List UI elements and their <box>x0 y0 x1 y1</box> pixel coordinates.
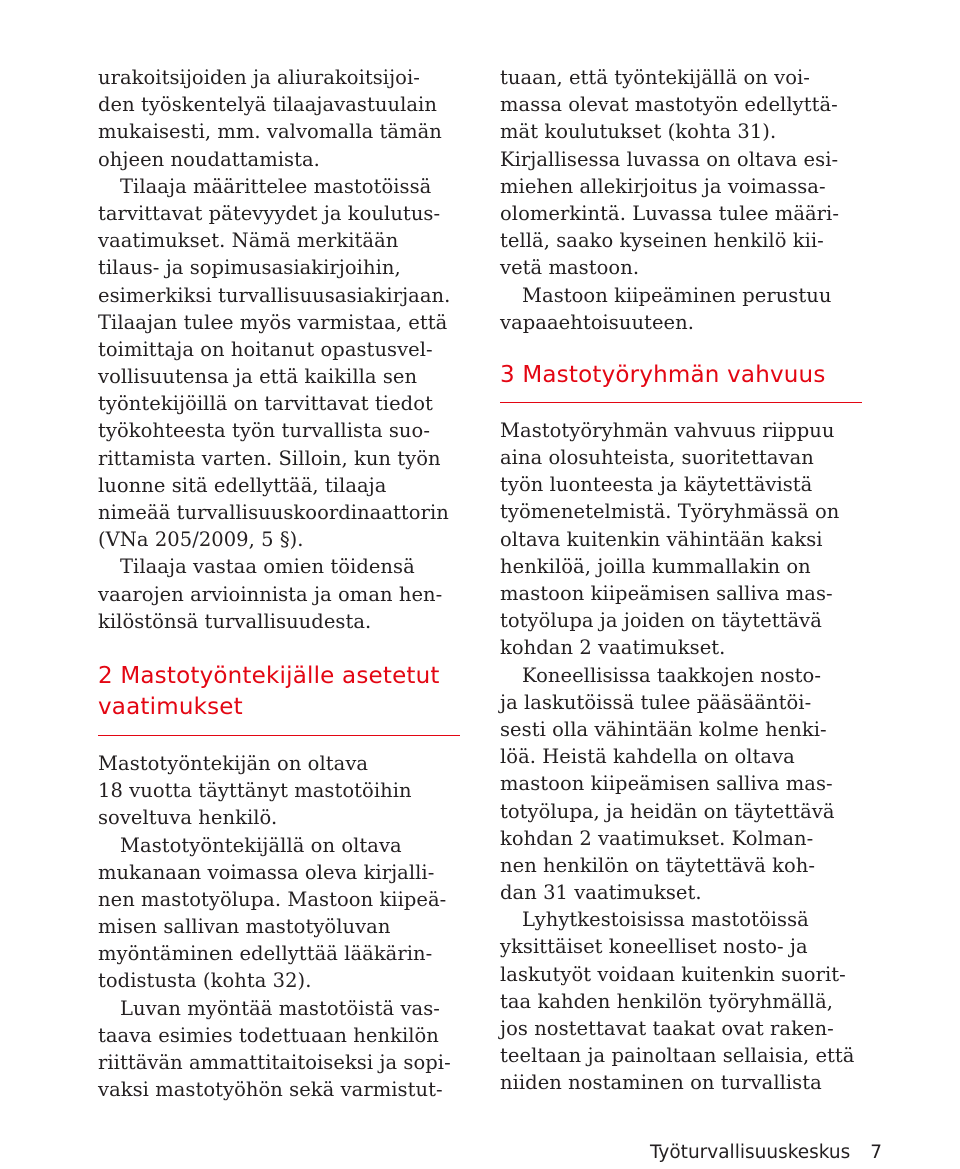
paragraph <box>500 146 870 282</box>
paragraph <box>98 64 460 173</box>
text-line: nimeää turvallisuuskoordinaattorin <box>98 501 449 524</box>
paragraph <box>98 750 460 832</box>
paragraph <box>98 173 460 554</box>
text-line: kohdan 2 vaatimukset. Kolman- <box>500 826 814 850</box>
text-line: työmenetelmistä. Työryhmässä on <box>500 500 840 524</box>
text-line: tilaus- ja sopimusasiakirjoihin, <box>98 256 401 280</box>
paragraph <box>500 417 870 662</box>
text-line: rittamista varten. Silloin, kun työn <box>98 446 441 470</box>
text-line: taava esimies todettuaan henkilön <box>98 1023 439 1047</box>
text-line: totyölupa, ja heidän on täytettävä <box>500 799 835 823</box>
text-line: taa kahden henkilön työryhmällä, <box>500 989 834 1013</box>
text-line: oltava kuitenkin vähintään kaksi <box>500 527 823 551</box>
text-line: massa olevat mastotyön edellyttä- <box>500 93 838 117</box>
text-line: tellä, saako kyseinen henkilö kii- <box>500 229 824 253</box>
text-line: toimittaja on hoitanut opastusvel- <box>98 337 433 361</box>
paragraph <box>500 64 870 146</box>
text-line: Mastotyöntekijällä on oltava <box>120 833 402 857</box>
text-line: todistusta (kohta 32). <box>98 969 312 993</box>
text-line: olomerkintä. Luvassa tulee määri- <box>500 201 839 225</box>
page-footer <box>650 1142 882 1163</box>
heading-line: 2 Mastotyöntekijälle asetetut <box>98 662 440 689</box>
left-column <box>98 64 460 1103</box>
section-heading <box>98 661 460 723</box>
paragraph <box>500 282 870 336</box>
text-line: vaarojen arvioinnista ja oman hen- <box>98 582 443 606</box>
heading-line: vaatimukset <box>98 693 243 720</box>
text-line: dan 31 vaatimukset. <box>500 881 702 905</box>
text-line: laskutyöt voidaan kuitenkin suorit- <box>500 962 846 986</box>
text-line: (VNa 205/2009, 5 §). <box>98 528 304 552</box>
text-line: tuaan, että työntekijällä on voi- <box>500 66 810 89</box>
paragraph <box>98 995 460 1104</box>
text-line: työkohteesta työn turvallista suo- <box>98 419 430 443</box>
text-line: Tilaaja määrittelee mastotöissä <box>120 174 432 198</box>
text-line: löä. Heistä kahdella on oltava <box>500 745 795 769</box>
text-line: vaatimukset. Nämä merkitään <box>98 229 399 253</box>
text-line: urakoitsijoiden ja aliurakoitsijoi- <box>98 66 420 89</box>
paragraph <box>98 553 460 635</box>
text-line: mastoon kiipeämisen salliva mas- <box>500 582 833 605</box>
text-line: jos nostettavat taakat ovat raken- <box>500 1017 834 1040</box>
text-line: vetä mastoon. <box>500 256 640 280</box>
text-line: totyölupa ja joiden on täytettävä <box>500 609 822 633</box>
publisher-name: Työturvallisuuskeskus <box>650 1142 851 1163</box>
heading-divider <box>500 402 862 403</box>
text-line: nen mastotyölupa. Mastoon kiipeä- <box>98 887 447 911</box>
heading-divider <box>98 735 460 736</box>
right-column <box>500 64 870 1097</box>
text-line: vapaaehtoisuuteen. <box>500 310 694 334</box>
text-line: Mastotyöryhmän vahvuus riippuu <box>500 418 835 442</box>
text-line: yksittäiset koneelliset nosto- ja <box>500 935 808 959</box>
text-line: teeltaan ja painoltaan sellaisia, että <box>500 1044 855 1068</box>
paragraph <box>500 662 870 907</box>
text-line: Mastotyöntekijän on oltava <box>98 751 369 775</box>
text-line: esimerkiksi turvallisuusasiakirjaan. <box>98 283 451 307</box>
paragraph <box>98 832 460 995</box>
text-line: mukanaan voimassa oleva kirjalli- <box>98 860 435 884</box>
text-line: sesti olla vähintään kolme henki- <box>500 717 827 741</box>
text-line: tarvittavat pätevyydet ja koulutus- <box>98 201 441 225</box>
text-line: riittävän ammattitaitoiseksi ja sopi- <box>98 1051 451 1074</box>
text-line: miehen allekirjoitus ja voimassa- <box>500 174 826 198</box>
text-line: aina olosuhteista, suoritettavan <box>500 446 814 470</box>
text-line: Tilaaja vastaa omien töidensä <box>120 555 415 579</box>
text-line: myöntäminen edellyttää lääkärin- <box>98 942 433 966</box>
text-line: työn luonteesta ja käytettävistä <box>500 473 813 497</box>
text-line: den työskentelyä tilaajavastuulain <box>98 93 437 117</box>
text-line: vollisuutensa ja että kaikilla sen <box>98 365 418 389</box>
section-heading <box>500 360 870 391</box>
text-line: soveltuva henkilö. <box>98 806 278 830</box>
text-line: mukaisesti, mm. valvomalla tämän <box>98 120 442 144</box>
page-number: 7 <box>870 1142 883 1163</box>
text-line: Koneellisissa taakkojen nosto- <box>522 663 821 687</box>
text-line: 18 vuotta täyttänyt mastotöihin <box>98 779 412 803</box>
text-line: niiden nostaminen on turvallista <box>500 1071 822 1095</box>
paragraph <box>500 906 870 1096</box>
text-line: kilöstönsä turvallisuudesta. <box>98 609 372 633</box>
text-line: henkilöä, joilla kummallakin on <box>500 554 811 578</box>
text-line: kohdan 2 vaatimukset. <box>500 636 726 660</box>
text-line: Mastoon kiipeäminen perustuu <box>522 283 832 307</box>
text-line: vaksi mastotyöhön sekä varmistut- <box>98 1078 443 1102</box>
text-line: mät koulutukset (kohta 31). <box>500 120 777 144</box>
text-line: ja laskutöissä tulee pääsääntöi- <box>500 690 812 714</box>
text-line: misen sallivan mastotyöluvan <box>98 915 391 939</box>
text-line: nen henkilön on täytettävä koh- <box>500 853 816 877</box>
text-line: työntekijöillä on tarvittavat tiedot <box>98 392 433 416</box>
text-line: luonne sitä edellyttää, tilaaja <box>98 473 387 497</box>
text-line: Lyhytkestoisissa mastotöissä <box>522 908 809 932</box>
text-line: ohjeen noudattamista. <box>98 147 320 171</box>
text-line: mastoon kiipeämisen salliva mas- <box>500 772 833 796</box>
text-line: Luvan myöntää mastotöistä vas- <box>120 996 440 1020</box>
text-line: Kirjallisessa luvassa on oltava esi- <box>500 147 839 171</box>
text-line: Tilaajan tulee myös varmistaa, että <box>98 310 448 334</box>
heading-line: 3 Mastotyöryhmän vahvuus <box>500 361 826 388</box>
